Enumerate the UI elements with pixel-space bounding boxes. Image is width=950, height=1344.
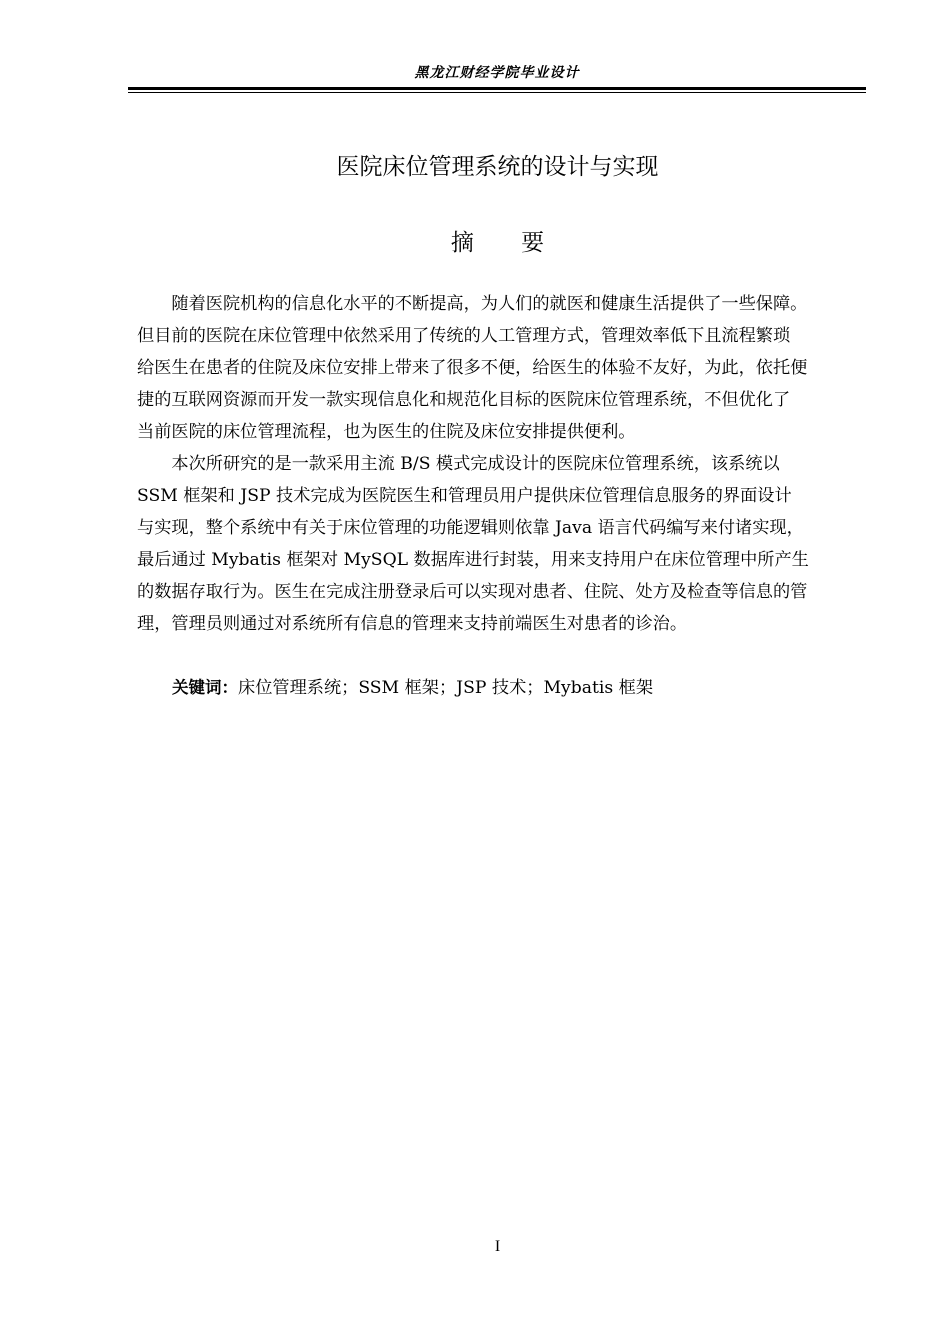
document-title: 医院床位管理系统的设计与实现	[336, 154, 659, 180]
paragraph-line: 本次所研究的是一款采用主流 B/S 模式完成设计的医院床位管理系统，该系统以	[137, 454, 780, 474]
paragraph-line: 与实现，整个系统中有关于床位管理的功能逻辑则依靠 Java 语言代码编写来付诸实现，	[137, 518, 804, 538]
page-number: I	[494, 1238, 501, 1255]
paragraph-line: 理，管理员则通过对系统所有信息的管理来支持前端医生对患者的诊治。	[137, 614, 688, 634]
keywords-line	[172, 672, 653, 704]
keywords-value: 床位管理系统；SSM 框架；JSP 技术；Mybatis 框架	[238, 678, 654, 698]
keywords-label: 关键词：	[172, 678, 238, 697]
paragraph-line: 但目前的医院在床位管理中依然采用了传统的人工管理方式，管理效率低下且流程繁琐	[137, 326, 791, 346]
abstract-paragraph-2	[137, 448, 867, 640]
paragraph-line: 的数据存取行为。医生在完成注册登录后可以实现对患者、住院、处方及检查等信息的管	[137, 582, 808, 602]
paragraph-line: 捷的互联网资源而开发一款实现信息化和规范化目标的医院床位管理系统，不但优化了	[137, 390, 791, 410]
abstract-paragraph-1	[137, 288, 867, 448]
header-rule-thin	[128, 92, 866, 93]
abstract-heading: 摘 要	[450, 230, 545, 256]
paragraph-line: 最后通过 Mybatis 框架对 MySQL 数据库进行封装，用来支持用户在床位管理中所产生	[137, 550, 809, 570]
paragraph-line: 当前医院的床位管理流程，也为医生的住院及床位安排提供便利。	[137, 422, 636, 442]
paragraph-line: 随着医院机构的信息化水平的不断提高，为人们的就医和健康生活提供了一些保障。	[137, 294, 808, 314]
running-header: 黑龙江财经学院毕业设计	[414, 65, 580, 81]
header-rule-thick	[128, 87, 866, 90]
paragraph-line: 给医生在患者的住院及床位安排上带来了很多不便，给医生的体验不友好，为此，依托便	[137, 358, 808, 378]
paragraph-line: SSM 框架和 JSP 技术完成为医院医生和管理员用户提供床位管理信息服务的界面设计	[137, 486, 792, 506]
